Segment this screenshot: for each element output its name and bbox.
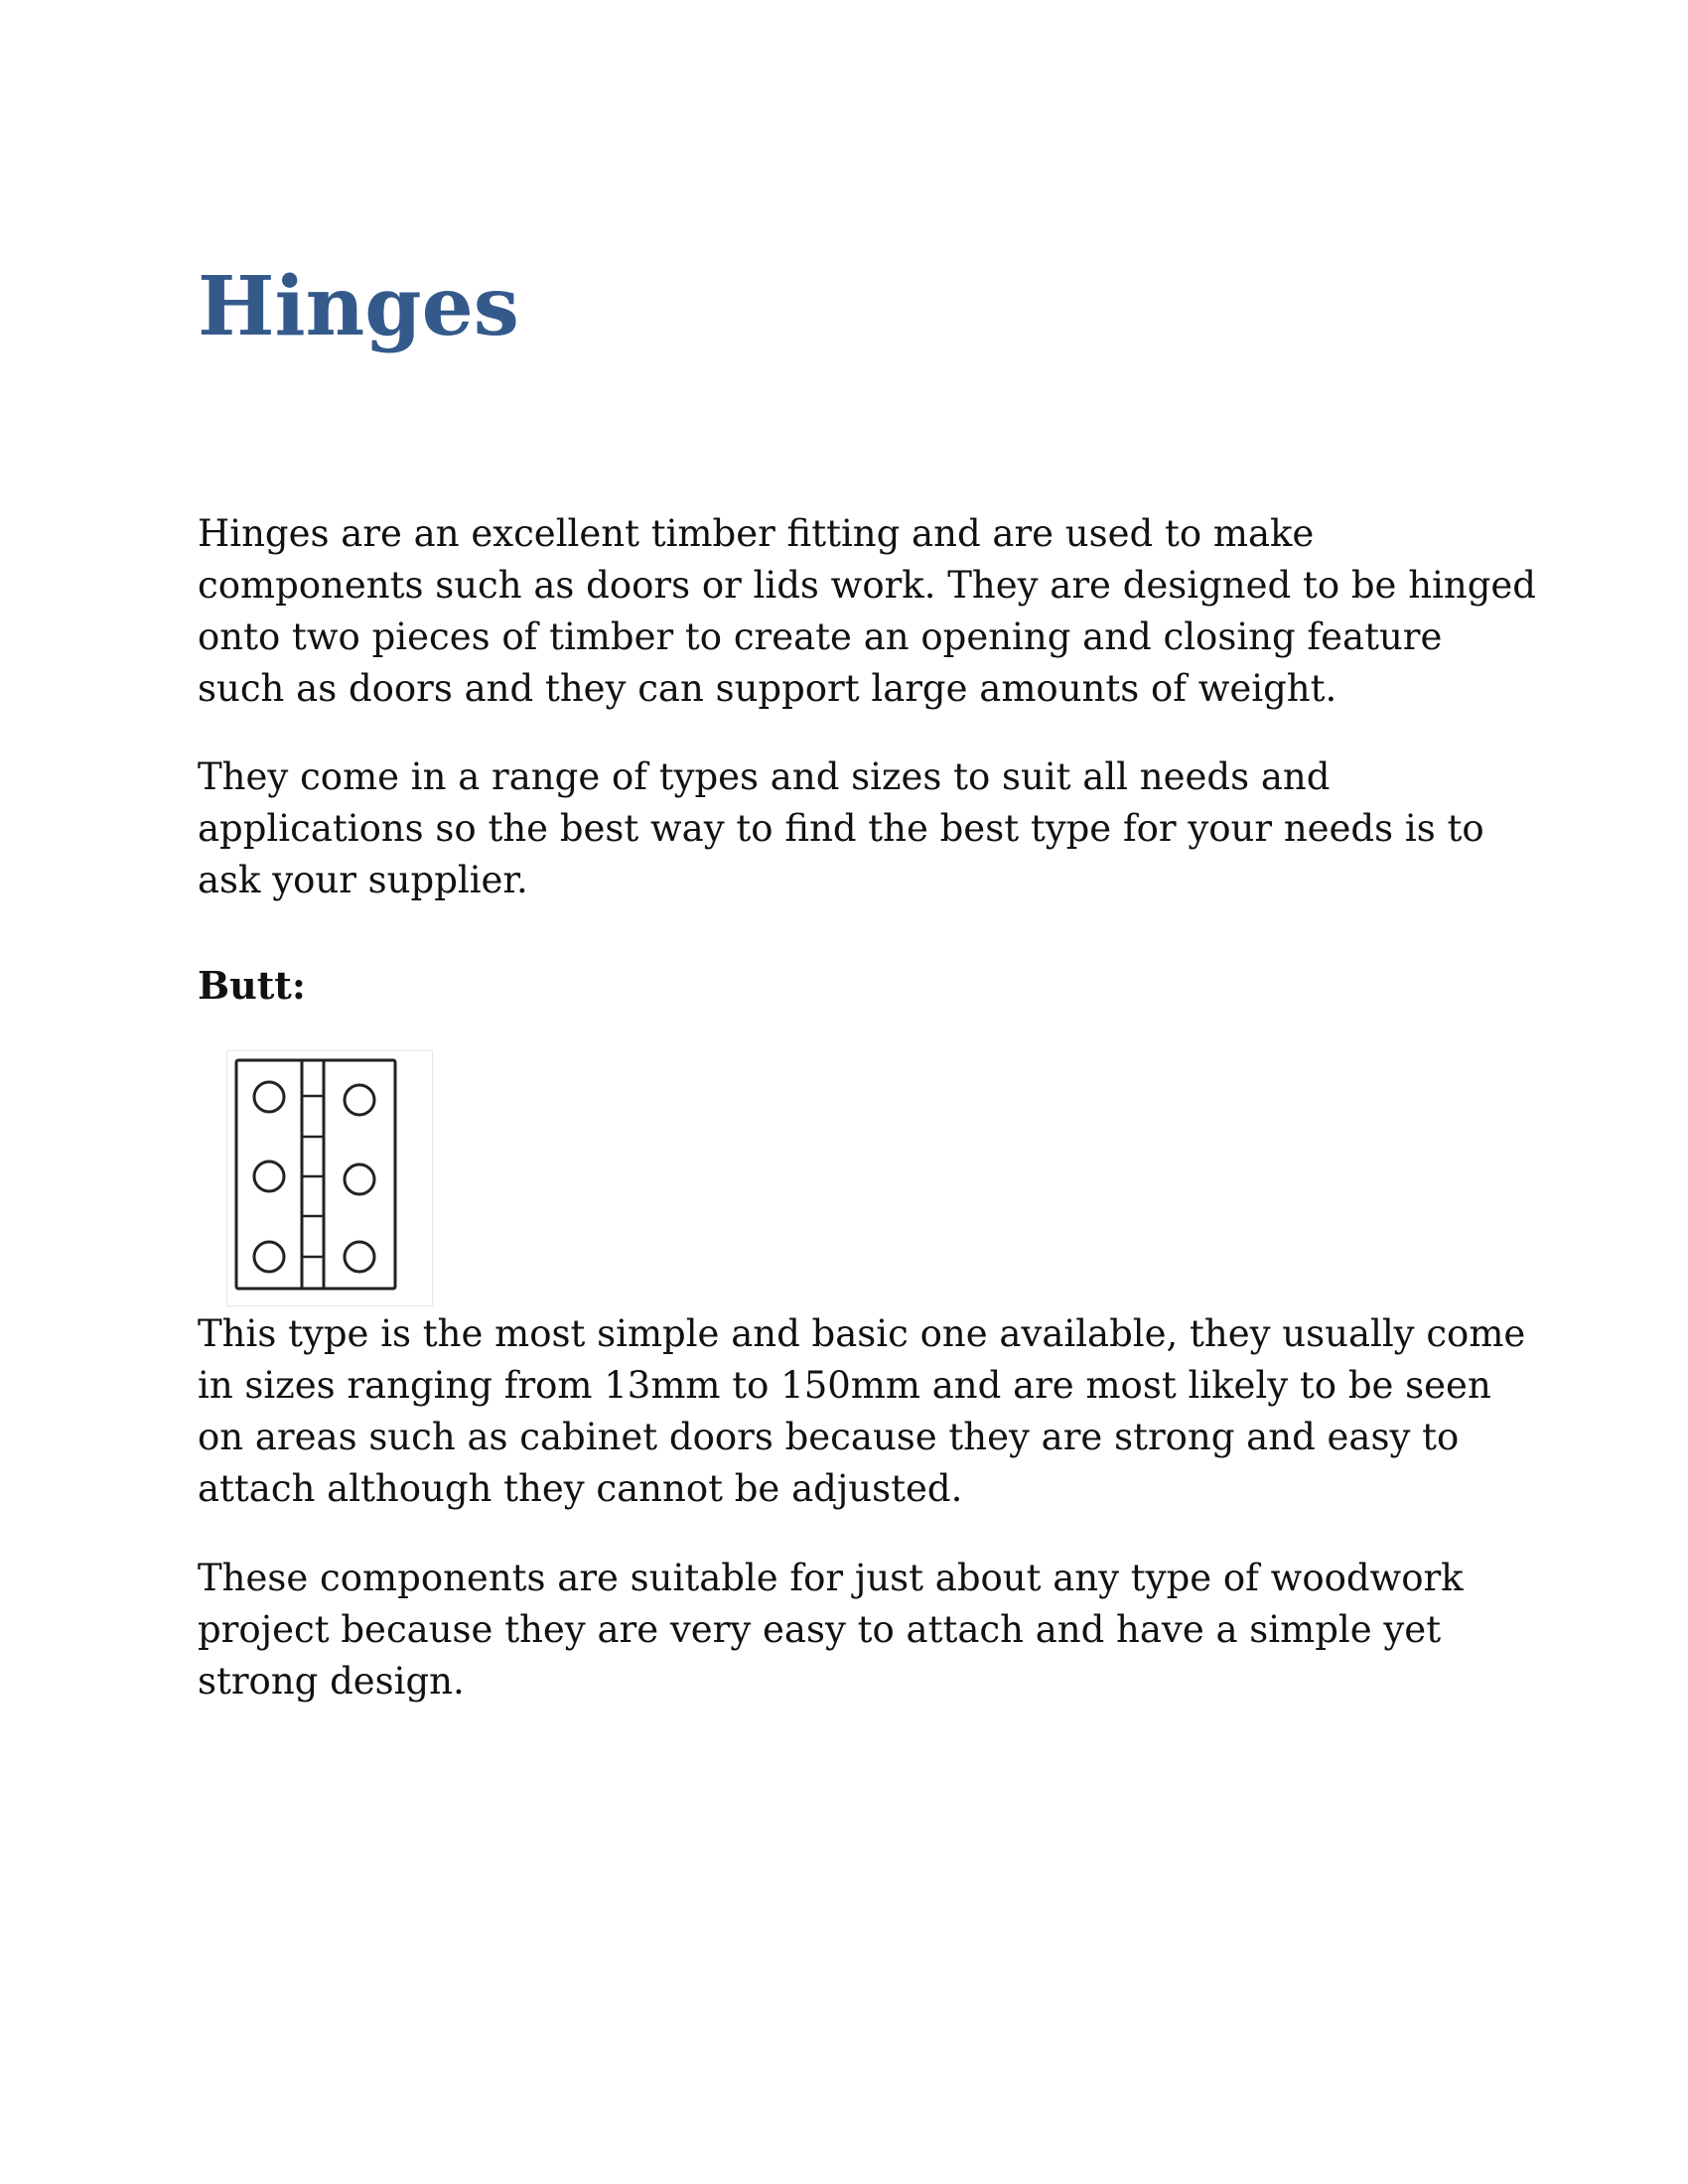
page-title: Hinges	[198, 259, 519, 354]
intro-paragraph: Hinges are an excellent timber fitting and are used to make components such as doors or lids work. They are designed to be hinged onto two pieces of timber to create an opening and closing feature such as doors and they can support large amounts of weight.	[198, 512, 1536, 710]
butt-suitability-paragraph: These components are suitable for just about any type of woodwork project because they are very easy to attach and have a simple yet strong design.	[198, 1557, 1464, 1703]
range-paragraph: They come in a range of types and sizes to suit all needs and applications so the best way to find the best type for your needs is to ask your supplier.	[198, 755, 1484, 901]
butt-section-heading: Butt:	[198, 963, 306, 1008]
butt-description-paragraph: This type is the most simple and basic one available, they usually come in sizes ranging from 13mm to 150mm and are most likely to be seen on areas such as cabinet doors because they are strong and easy to attach although they cannot be adjusted.	[198, 1312, 1526, 1510]
butt-hinge-icon	[226, 1050, 433, 1306]
